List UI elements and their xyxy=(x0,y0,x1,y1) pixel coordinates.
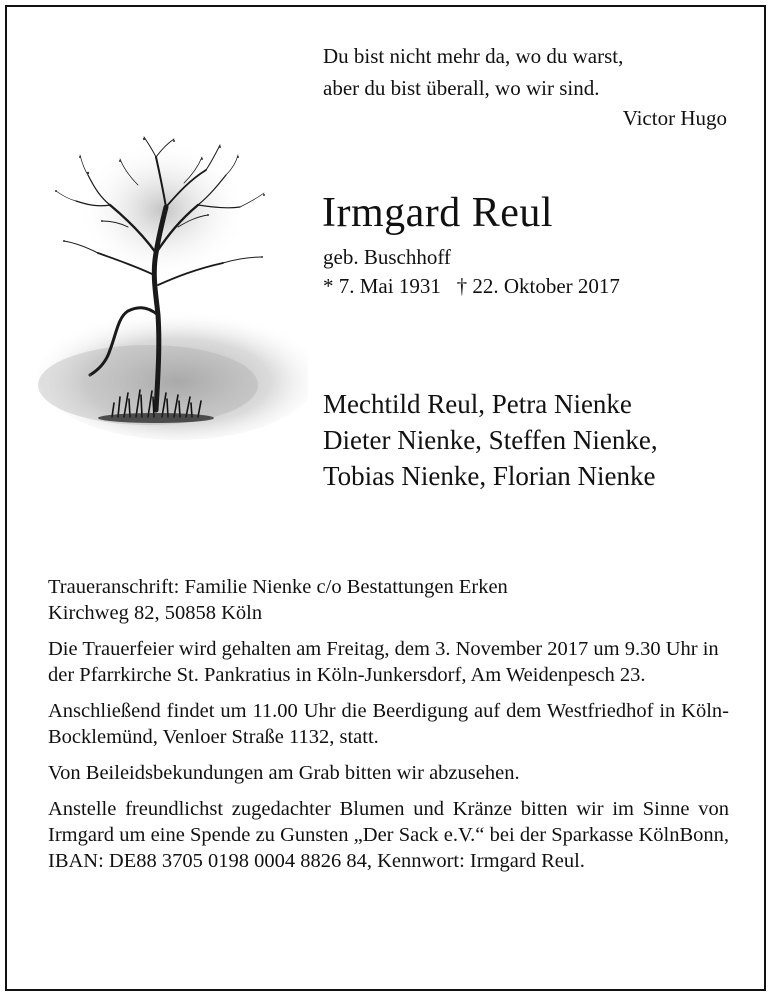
donation-text: Anstelle freundlichst zugedachter Blumen und Kränze bitten wir im Sinne von Irmgard um eine Spende zu Gunsten „Der Sack e.V.“ bei der Sparkasse KölnBonn, IBAN: DE88 3705 0198 0004 8826 84, Kennwort: Irmgard Reul. xyxy=(48,798,729,872)
address-line-1: Traueranschrift: Familie Nienke c/o Bestattungen Erken xyxy=(48,576,508,598)
quote-line-2: aber du bist überall, wo wir sind. xyxy=(323,76,600,100)
mourning-address xyxy=(48,574,729,626)
address-line-2: Kirchweg 82, 50858 Köln xyxy=(48,602,263,624)
life-dates: * 7. Mai 1931 † 22. Oktober 2017 xyxy=(323,274,620,298)
mourners-line-1: Mechtild Reul, Petra Nienke xyxy=(323,389,632,419)
notice-body xyxy=(48,574,729,884)
mourners-line-2: Dieter Nienke, Steffen Nienke, xyxy=(323,425,658,455)
tree-illustration-icon xyxy=(28,135,308,465)
mourners-line-3: Tobias Nienke, Florian Nienke xyxy=(323,461,656,491)
deceased-name: Irmgard Reul xyxy=(322,190,554,236)
quote xyxy=(323,40,623,104)
funeral-service-text: Die Trauerfeier wird gehalten am Freitag, dem 3. November 2017 um 9.30 Uhr in der Pfarrkirche St. Pankratius in Köln-Junkersdorf, Am Weidenpesch 23. xyxy=(48,638,719,686)
condolences-text: Von Beileidsbekundungen am Grab bitten wir abzusehen. xyxy=(48,762,520,784)
mourners-list xyxy=(323,386,658,494)
burial-text: Anschließend findet um 11.00 Uhr die Beerdigung auf dem Westfriedhof in Köln-Bocklemünd, Venloer Straße 1132, statt. xyxy=(48,700,729,748)
maiden-name: geb. Buschhoff xyxy=(323,245,451,269)
quote-author: Victor Hugo xyxy=(622,106,727,130)
quote-line-1: Du bist nicht mehr da, wo du warst, xyxy=(323,44,624,68)
